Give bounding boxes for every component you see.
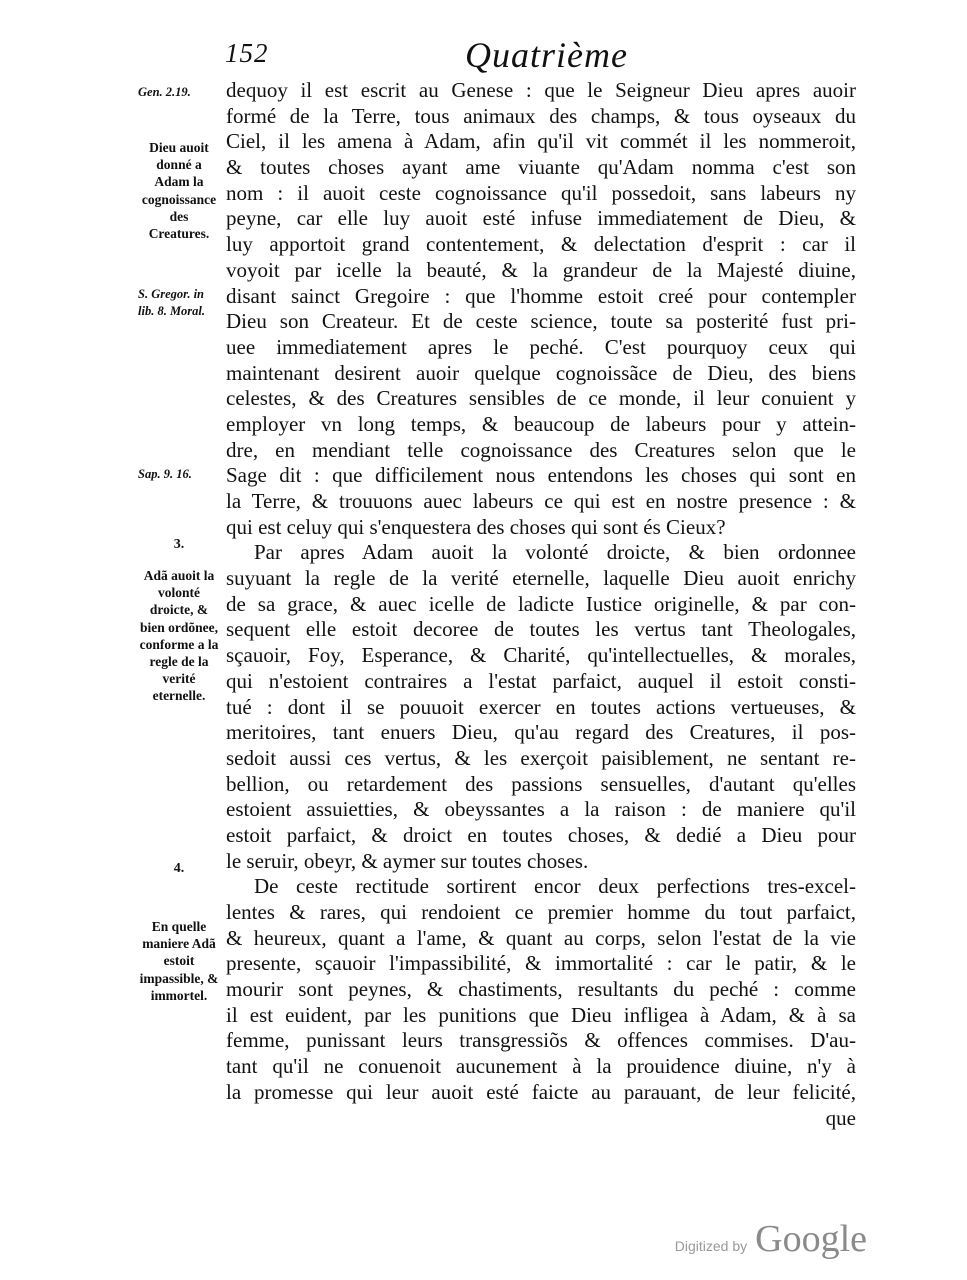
text-line: De ceste rectitude sortirent encor deux perfections tres-excel- bbox=[254, 874, 856, 899]
text-line: bellion, ou retardement des passions sensuelles, d'autant qu'elles bbox=[226, 771, 856, 796]
text-line: voyoit par icelle la beauté, & la grandeur de la Majesté diuine, bbox=[226, 257, 856, 282]
text-line: la promesse qui leur auoit esté faicte au parauant, de leur felicité, bbox=[226, 1079, 856, 1104]
margin-note: En quelle maniere Adã estoit impassible, & immortel. bbox=[139, 919, 219, 1003]
text-line: employer vn long temps, & beaucoup de labeurs pour y attein- bbox=[226, 411, 856, 436]
text-line: mourir sont peynes, & chastiments, resultants du peché : comme bbox=[226, 977, 856, 1002]
text-line: Sage dit : que difficilement nous entendons les choses qui sont en bbox=[226, 463, 856, 488]
text-line: estoit parfaict, & droict en toutes choses, & dedié a Dieu pour bbox=[226, 822, 856, 847]
margin-note: Dieu auoit donné a Adam la cognoissance des Creatures. bbox=[141, 140, 217, 242]
google-logo: Google bbox=[755, 1218, 867, 1260]
digitized-label: Digitized by bbox=[674, 1238, 748, 1254]
text-line: maintenant desirent auoir quelque cognoissãce de Dieu, des biens bbox=[226, 360, 856, 385]
text-line: & heureux, quant a l'ame, & quant au corps, selon l'estat de la vie bbox=[226, 925, 856, 950]
margin-section-number: 4. bbox=[173, 861, 185, 876]
text-line: tant qu'il ne conuenoit aucunement à la prouidence diuine, n'y à bbox=[226, 1054, 856, 1079]
text-line: peyne, car elle luy auoit esté infuse immediatement de Dieu, & bbox=[226, 206, 856, 231]
text-line: uee immediatement apres le peché. C'est pourquoy ceux qui bbox=[226, 334, 856, 359]
text-line: femme, punissant leurs transgressiõs & offences commises. D'au- bbox=[226, 1028, 856, 1053]
margin-note: Adã auoit la volonté droicte, & bien ordõnee, conforme a la regle de la verité eternelle. bbox=[139, 568, 219, 704]
text-line: nom : il auoit ceste cognoissance qu'il possedoit, sans labeurs ny bbox=[226, 180, 856, 205]
text-line: la Terre, & trouuons auec labeurs ce qui est en nostre presence : & bbox=[226, 489, 856, 513]
text-line: sçauoir, Foy, Esperance, & Charité, qu'intellectuelles, & morales, bbox=[226, 643, 856, 668]
text-line: Dieu son Createur. Et de ceste science, toute sa posterité fust pri- bbox=[226, 309, 856, 334]
page-number: 152 bbox=[225, 38, 269, 68]
text-line: qui n'estoient contraires a l'estat parfaict, auquel il estoit consti- bbox=[226, 668, 856, 693]
margin-note-reference: S. Gregor. in lib. 8. Moral. bbox=[138, 287, 206, 318]
text-line: lentes & rares, qui rendoient ce premier homme du tout parfaict, bbox=[226, 900, 856, 924]
text-line: celestes, & des Creatures sensibles de ce monde, il leur conuient y bbox=[226, 386, 856, 411]
body-text bbox=[226, 78, 856, 1131]
text-line: sedoit aussi ces vertus, & les exerçoit paisiblement, ne sentant re- bbox=[226, 745, 856, 770]
running-title: Quatrième bbox=[465, 35, 628, 75]
text-line: tué : dont il se pouuoit exercer en toutes actions vertueuses, & bbox=[226, 694, 856, 719]
text-line: suyuant la regle de la verité eternelle, laquelle Dieu auoit enrichy bbox=[226, 566, 856, 591]
digitized-by-watermark bbox=[675, 1217, 867, 1261]
text-line: le seruir, obeyr, & aymer sur toutes choses. bbox=[226, 848, 589, 873]
text-line: & toutes choses ayant ame viuante qu'Adam nomma c'est son bbox=[226, 155, 856, 180]
text-line: disant sainct Gregoire : que l'homme estoit creé pour contempler bbox=[226, 283, 856, 308]
text-line: dequoy il est escrit au Genese : que le Seigneur Dieu apres auoir bbox=[226, 78, 856, 102]
text-line: Ciel, il les amena à Adam, afin qu'il vit commét il les nommeroit, bbox=[226, 129, 856, 154]
margin-section-number: 3. bbox=[173, 537, 185, 552]
text-line: sequent elle estoit decoree de toutes les vertus tant Theologales, bbox=[226, 617, 856, 642]
text-line: estoient assuietties, & obeyssantes a la raison : de maniere qu'il bbox=[226, 797, 856, 822]
page-header bbox=[225, 34, 860, 74]
text-line: formé de la Terre, tous animaux des champs, & tous oyseaux du bbox=[226, 103, 856, 128]
text-line: qui est celuy qui s'enquestera des choses qui sont és Cieux? bbox=[226, 514, 726, 539]
text-line: de sa grace, & auec icelle de ladicte Iustice originelle, & par con- bbox=[226, 591, 856, 616]
text-line: dre, en mendiant telle cognoissance des Creatures selon que le bbox=[226, 437, 856, 462]
text-line: Par apres Adam auoit la volonté droicte, & bien ordonnee bbox=[254, 540, 856, 565]
margin-note-reference: Sap. 9. 16. bbox=[138, 467, 192, 481]
catchword: que bbox=[825, 1105, 856, 1130]
text-line: luy apportoit grand contentement, & delectation d'esprit : car il bbox=[226, 232, 856, 257]
text-line: il est euident, par les punitions que Dieu infligea à Adam, & à sa bbox=[226, 1002, 856, 1027]
text-line: meritoires, tant enuers Dieu, qu'au regard des Creatures, il pos- bbox=[226, 720, 856, 745]
margin-note-reference: Gen. 2.19. bbox=[138, 85, 191, 99]
text-line: presente, sçauoir l'impassibilité, & immortalité : car le patir, & le bbox=[226, 951, 856, 976]
